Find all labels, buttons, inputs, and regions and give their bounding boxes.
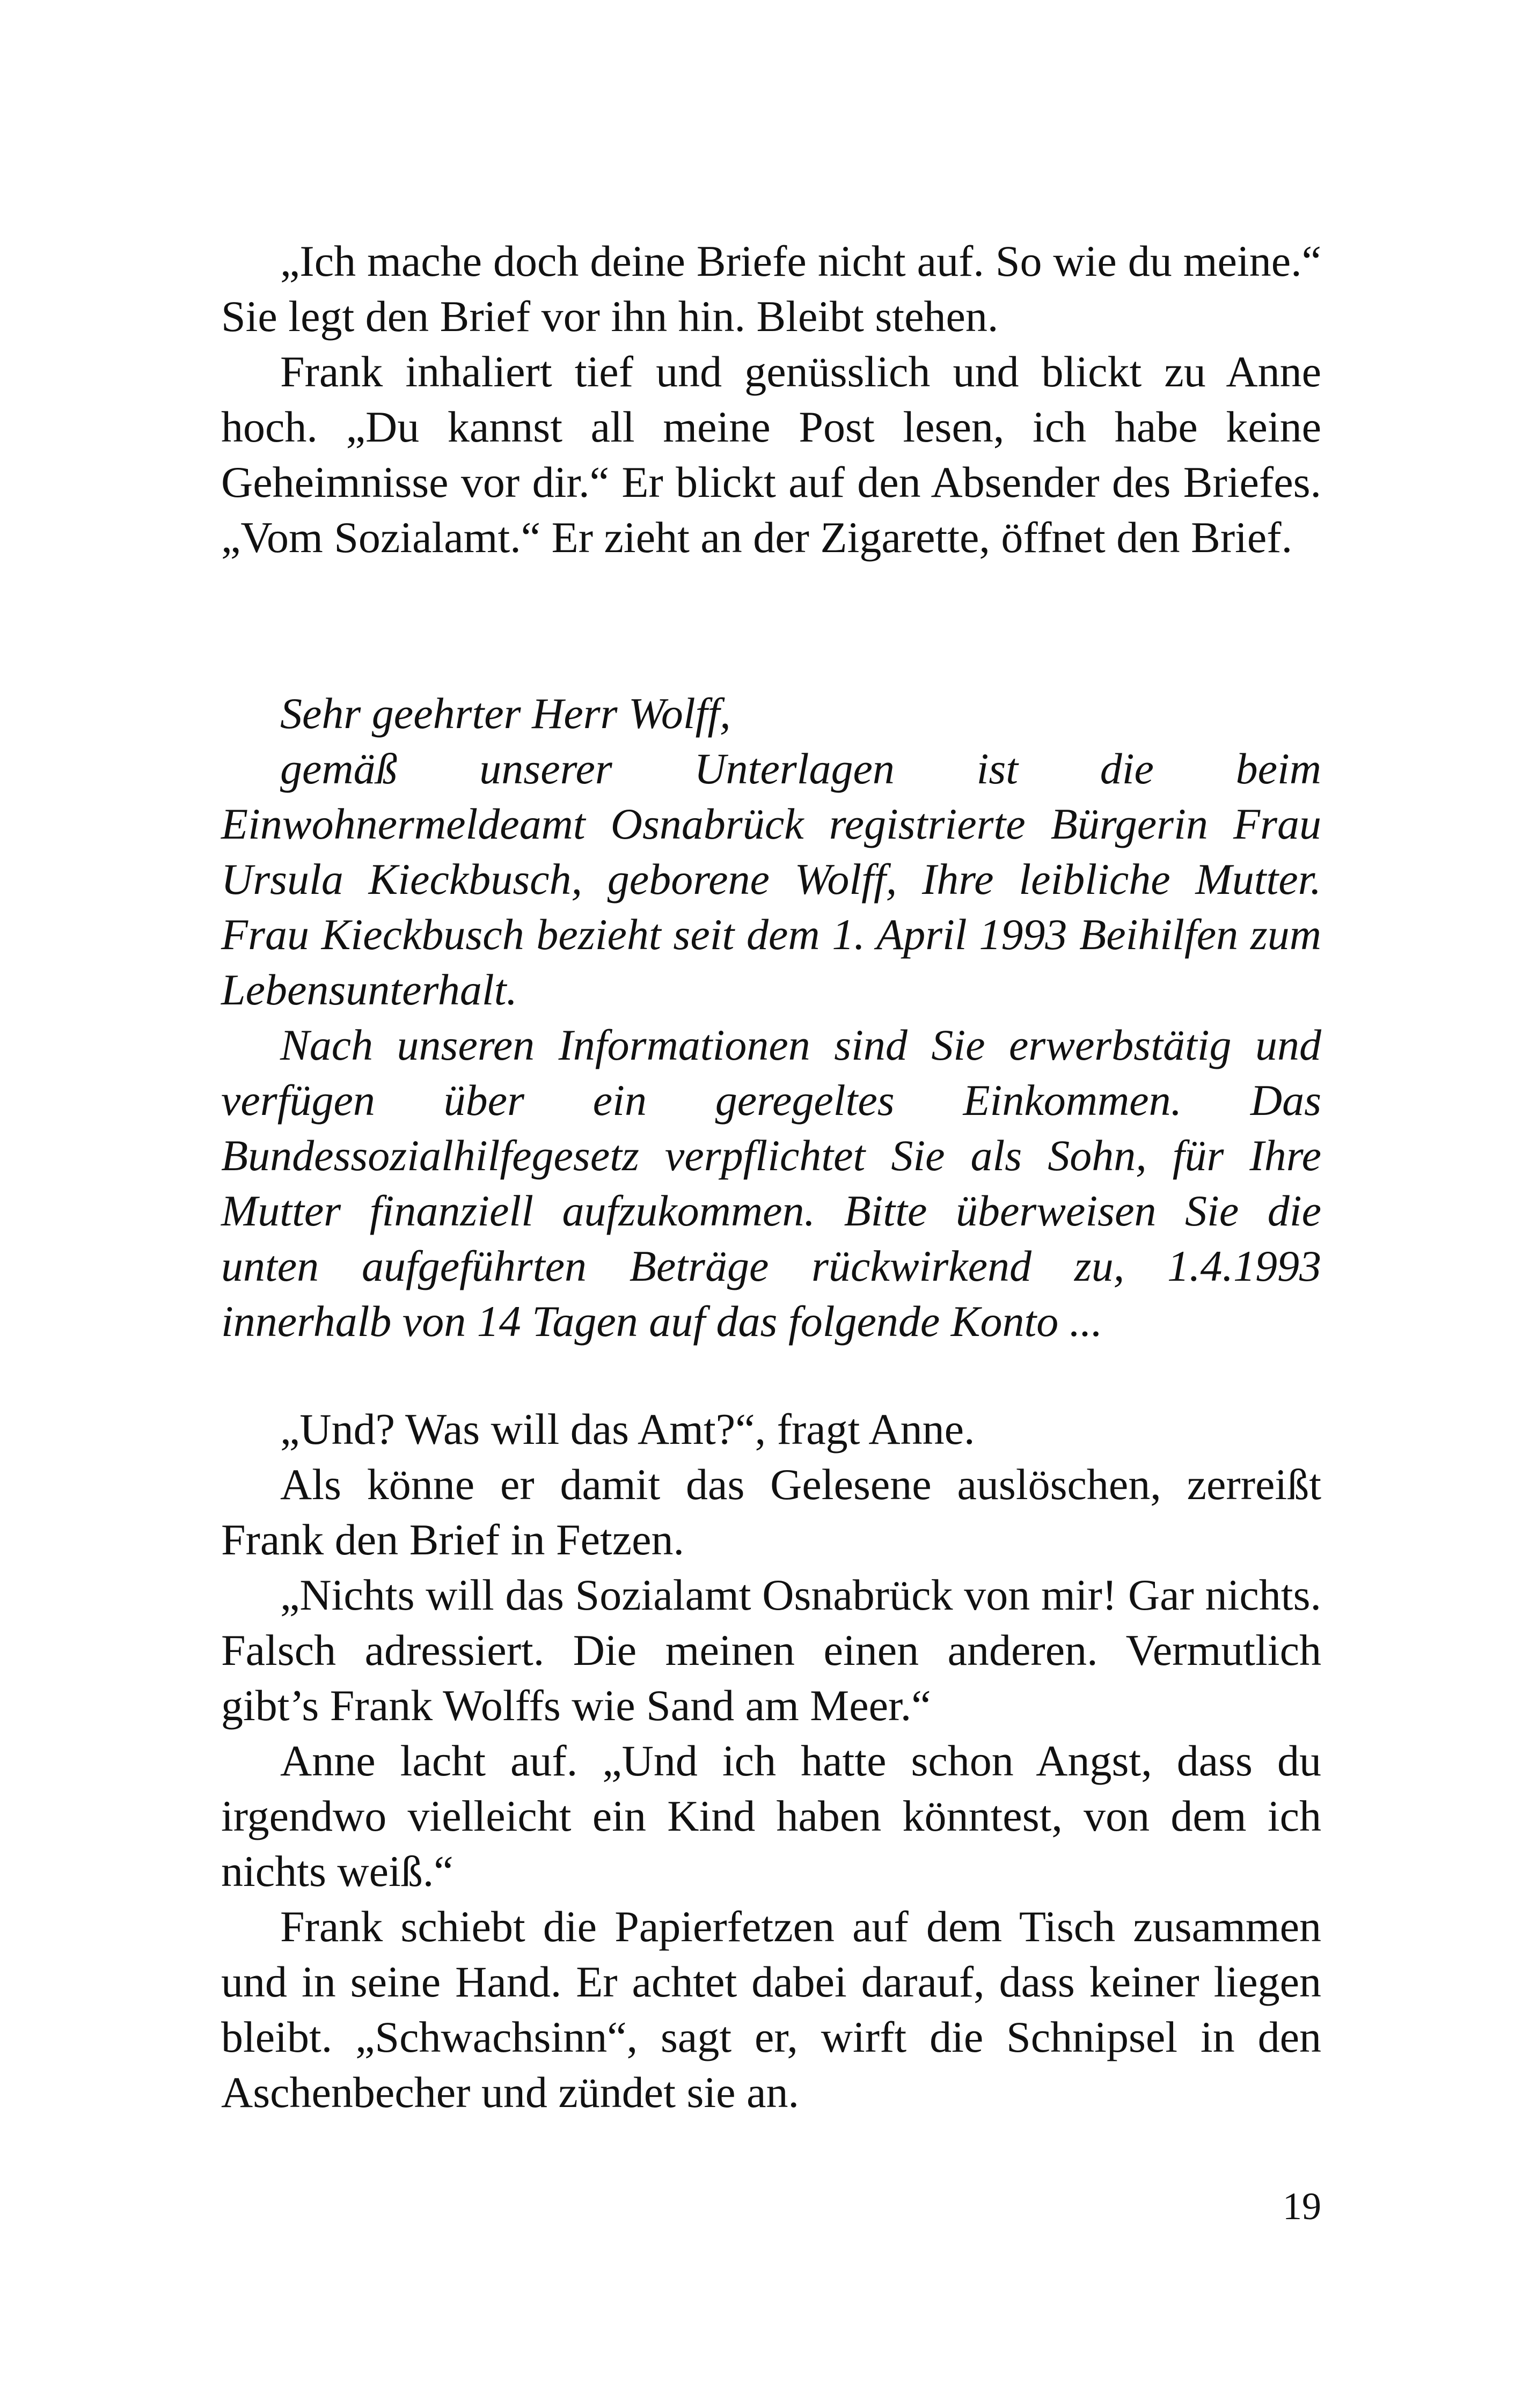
paragraph: „Ich mache doch deine Briefe nicht auf. So wie du meine.“ Sie legt den Brief vor ihn hin. Bleibt stehen. bbox=[221, 237, 1321, 341]
paragraph: Als könne er damit das Gelesene auslöschen, zerreißt Frank den Brief in Fetzen. bbox=[221, 1460, 1321, 1564]
letter-paragraph: Nach unseren Informationen sind Sie erwerbstätig und verfügen über ein geregeltes Einkommen. Das Bundessozialhilfegesetz verpflichtet Sie als Sohn, für Ihre Mutter finanziell aufzukommen. Bitte überweisen Sie die unten aufgeführten Beträge rückwirkend zu, 1.4.1993 innerhalb von 14 Tagen auf das folgende Konto ... bbox=[221, 1021, 1321, 1346]
letter-salutation: Sehr geehrter Herr Wolff, bbox=[280, 689, 731, 738]
paragraph: Frank schiebt die Papierfetzen auf dem Tisch zusammen und in seine Hand. Er achtet dabei darauf, dass keiner liegen bleibt. „Schwachsinn“, sagt er, wirft die Schnipsel in den Aschenbecher und zündet sie an. bbox=[221, 1902, 1321, 2117]
letter-quote bbox=[221, 686, 1321, 1349]
paragraph: „Nichts will das Sozialamt Osnabrück von mir! Gar nichts. Falsch adressiert. Die meinen einen anderen. Vermutlich gibt’s Frank Wolffs wie Sand am Meer.“ bbox=[221, 1570, 1321, 1730]
letter-paragraph: gemäß unserer Unterlagen ist die beim Einwohnermeldeamt Osnabrück registrierte Bürgerin Frau Ursula Kieckbusch, geborene Wolff, Ihre leibliche Mutter. Frau Kieckbusch bezieht seit dem 1. April 1993 Beihilfen zum Lebensunterhalt. bbox=[221, 744, 1321, 1014]
paragraph: „Und? Was will das Amt?“, fragt Anne. bbox=[280, 1405, 975, 1453]
page-number: 19 bbox=[1283, 2185, 1321, 2228]
paragraph: Anne lacht auf. „Und ich hatte schon Angst, dass du irgendwo vielleicht ein Kind haben könntest, von dem ich nichts weiß.“ bbox=[221, 1736, 1321, 1896]
paragraph: Frank inhaliert tief und genüsslich und blickt zu Anne hoch. „Du kannst all meine Post lesen, ich habe keine Geheimnisse vor dir.“ Er blickt auf den Absender des Briefes. „Vom Sozialamt.“ Er zieht an der Zigarette, öffnet den Brief. bbox=[221, 347, 1321, 562]
intro-section bbox=[221, 233, 1321, 565]
dialogue-section bbox=[221, 1401, 1321, 2120]
